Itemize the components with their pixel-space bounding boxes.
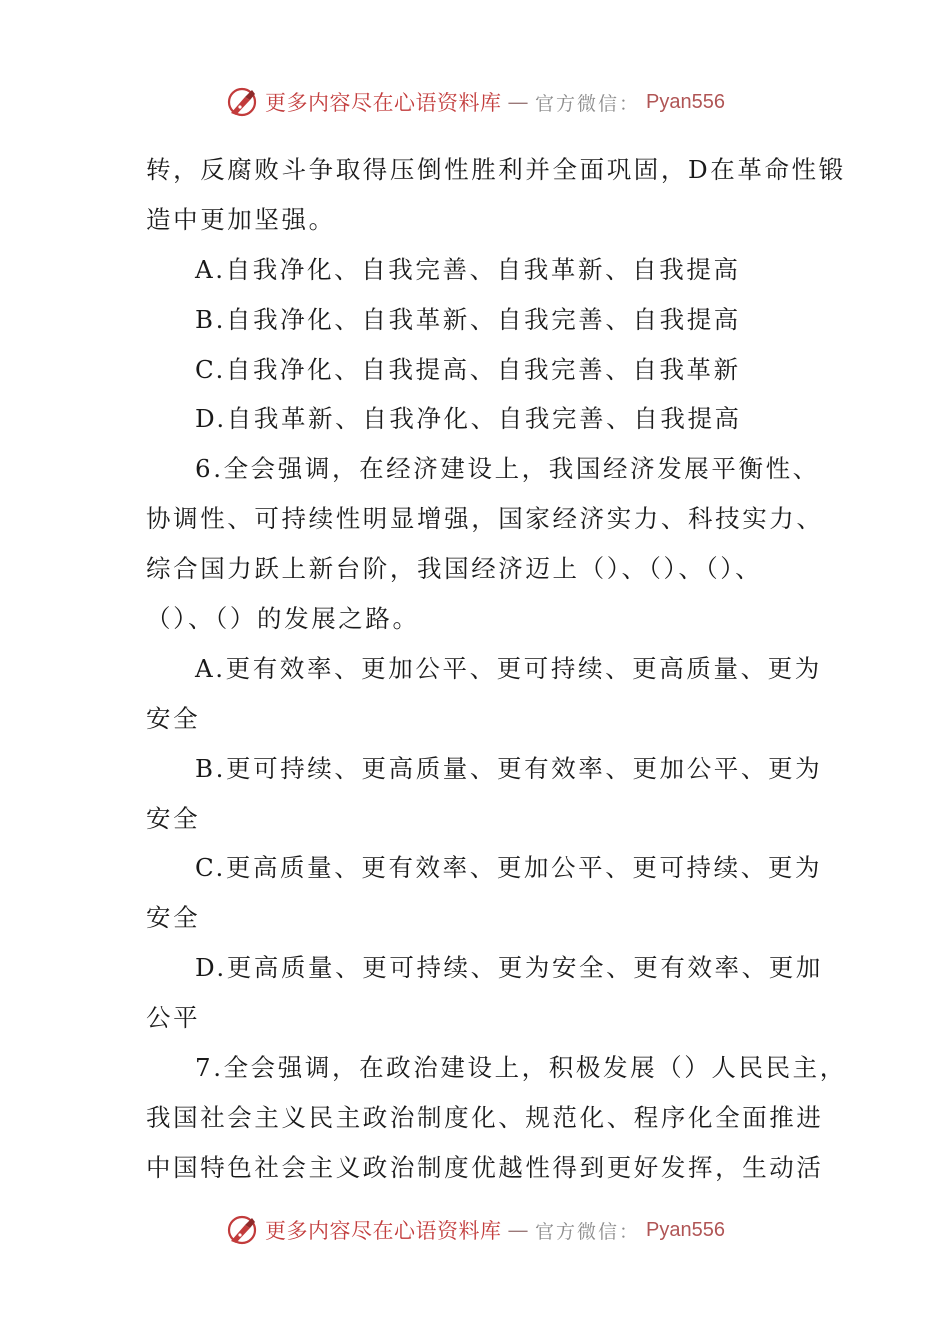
watermark-dash: — — [507, 90, 529, 114]
pen-nib-logo-icon — [225, 85, 259, 119]
header-watermark — [0, 82, 950, 122]
text-line: 安全 — [146, 803, 201, 833]
option-line: B.更可持续、更高质量、更有效率、更加公平、更为 — [195, 753, 823, 783]
document-body — [146, 145, 847, 1193]
watermark-account: Pyan556 — [646, 1218, 725, 1241]
text-line: 协调性、可持续性明显增强，国家经济实力、科技实力、 — [146, 504, 824, 534]
watermark-brand: 更多内容尽在心语资料库 — [265, 1219, 502, 1243]
text-line: 安全 — [146, 703, 201, 733]
text-line: 公平 — [146, 1003, 201, 1033]
text-line: 我国社会主义民主政治制度化、规范化、程序化全面推进 — [146, 1102, 824, 1132]
watermark-official-label: 官方微信： — [535, 92, 641, 115]
text-line: （）、（）的发展之路。 — [146, 604, 420, 634]
option-line: A.自我净化、自我完善、自我革新、自我提高 — [195, 254, 741, 284]
option-line: C.自我净化、自我提高、自我完善、自我革新 — [195, 354, 741, 384]
option-line: B.自我净化、自我革新、自我完善、自我提高 — [195, 304, 741, 334]
pen-nib-logo-icon — [225, 1213, 259, 1247]
question-line: 7.全会强调，在政治建设上，积极发展（）人民民主， — [195, 1053, 847, 1083]
footer-watermark — [0, 1210, 950, 1250]
option-line: C.更高质量、更有效率、更加公平、更可持续、更为 — [195, 853, 823, 883]
watermark-account: Pyan556 — [646, 90, 725, 113]
option-line: D.自我革新、自我净化、自我完善、自我提高 — [195, 404, 742, 434]
watermark-dash: — — [507, 1218, 529, 1242]
option-line: D.更高质量、更可持续、更为安全、更有效率、更加 — [195, 953, 823, 983]
text-line: 造中更加坚强。 — [146, 204, 336, 234]
option-line: A.更有效率、更加公平、更可持续、更高质量、更为 — [195, 653, 822, 683]
text-line: 转，反腐败斗争取得压倒性胜利并全面巩固，D在革命性锻 — [146, 155, 846, 184]
text-line: 安全 — [146, 903, 201, 933]
watermark-official-label: 官方微信： — [535, 1220, 641, 1243]
text-line: 中国特色社会主义政治制度优越性得到更好发挥，生动活 — [146, 1152, 824, 1182]
text-line: 综合国力跃上新台阶，我国经济迈上（）、（）、（）、 — [146, 554, 763, 584]
question-line: 6.全会强调，在经济建设上，我国经济发展平衡性、 — [195, 454, 820, 484]
watermark-brand: 更多内容尽在心语资料库 — [265, 91, 502, 115]
